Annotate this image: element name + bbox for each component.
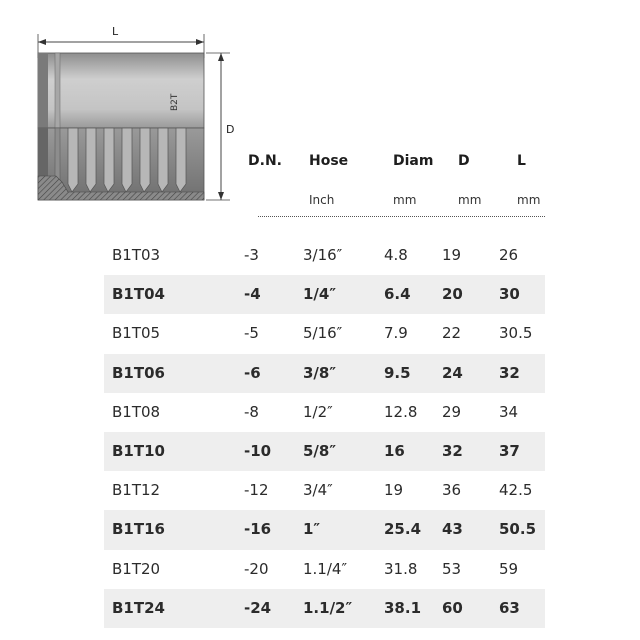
table-row bbox=[104, 589, 545, 628]
ferrule-body bbox=[38, 53, 204, 128]
cell-code: B1T06 bbox=[112, 363, 165, 382]
unit-diam: mm bbox=[393, 193, 417, 207]
header-l: L bbox=[517, 153, 526, 169]
cell-d: 32 bbox=[442, 441, 463, 460]
ferrule-table bbox=[104, 236, 545, 628]
header-d: D bbox=[458, 153, 470, 169]
cell-dn: -3 bbox=[244, 246, 259, 264]
cell-d: 43 bbox=[442, 520, 463, 539]
cell-diam: 7.9 bbox=[384, 324, 408, 343]
header-dn: D.N. bbox=[248, 153, 282, 169]
cell-d: 36 bbox=[442, 481, 462, 500]
cell-l: 30 bbox=[499, 285, 520, 304]
table-row bbox=[104, 550, 545, 589]
cell-code: B1T03 bbox=[112, 246, 161, 264]
cell-diam: 9.5 bbox=[384, 363, 411, 382]
cell-l: 34 bbox=[499, 402, 519, 421]
cell-hose: 5/16″ bbox=[303, 324, 343, 343]
header-hose: Hose bbox=[309, 153, 349, 169]
cell-dn: -10 bbox=[244, 441, 272, 460]
cell-hose: 1/4″ bbox=[303, 285, 337, 304]
cell-d: 19 bbox=[442, 246, 462, 264]
cell-code: B1T24 bbox=[112, 598, 165, 617]
cell-dn: -20 bbox=[244, 559, 269, 578]
cell-l: 59 bbox=[499, 559, 519, 578]
table-row bbox=[104, 354, 545, 393]
cell-d: 24 bbox=[442, 363, 463, 382]
cell-diam: 25.4 bbox=[384, 520, 422, 539]
cell-d: 22 bbox=[442, 324, 462, 343]
cell-hose: 1.1/2″ bbox=[303, 598, 353, 617]
cell-d: 20 bbox=[442, 285, 463, 304]
cell-dn: -12 bbox=[244, 481, 269, 500]
dimension-d-label: D bbox=[226, 123, 235, 136]
serration-teeth bbox=[68, 128, 186, 192]
cell-dn: -24 bbox=[244, 598, 272, 617]
unit-l: mm bbox=[517, 193, 541, 207]
cell-code: B1T05 bbox=[112, 324, 161, 343]
cell-dn: -5 bbox=[244, 324, 259, 343]
cell-l: 32 bbox=[499, 363, 520, 382]
cell-hose: 1.1/4″ bbox=[303, 559, 348, 578]
cell-dn: -6 bbox=[244, 363, 261, 382]
table-row bbox=[104, 510, 545, 549]
cell-l: 37 bbox=[499, 441, 520, 460]
cell-hose: 5/8″ bbox=[303, 441, 337, 460]
dimension-l-label: L bbox=[112, 25, 119, 38]
cell-l: 42.5 bbox=[499, 481, 533, 500]
cell-hose: 1/2″ bbox=[303, 402, 333, 421]
cell-dn: -8 bbox=[244, 402, 259, 421]
cell-l: 63 bbox=[499, 598, 520, 617]
cell-diam: 38.1 bbox=[384, 598, 422, 617]
cell-dn: -4 bbox=[244, 285, 261, 304]
table-row bbox=[104, 314, 545, 353]
cell-diam: 12.8 bbox=[384, 402, 418, 421]
cell-code: B1T10 bbox=[112, 441, 165, 460]
cell-diam: 4.8 bbox=[384, 246, 408, 264]
cell-hose: 1″ bbox=[303, 520, 321, 539]
table-row bbox=[104, 393, 545, 432]
cell-code: B1T12 bbox=[112, 481, 161, 500]
cell-code: B1T08 bbox=[112, 402, 161, 421]
ferrule-marking: B2T bbox=[170, 93, 180, 111]
cell-diam: 16 bbox=[384, 441, 405, 460]
cell-code: B1T16 bbox=[112, 520, 165, 539]
unit-d: mm bbox=[458, 193, 482, 207]
header-diam: Diam bbox=[393, 153, 434, 169]
cell-l: 26 bbox=[499, 246, 519, 264]
cell-d: 53 bbox=[442, 559, 462, 578]
table-row bbox=[104, 471, 545, 510]
cell-dn: -16 bbox=[244, 520, 272, 539]
unit-hose: Inch bbox=[309, 193, 335, 207]
cell-l: 30.5 bbox=[499, 324, 533, 343]
ferrule-drawing bbox=[0, 0, 250, 215]
cell-diam: 31.8 bbox=[384, 559, 418, 578]
header-divider bbox=[258, 216, 545, 217]
cell-hose: 3/8″ bbox=[303, 363, 337, 382]
cell-l: 50.5 bbox=[499, 520, 537, 539]
cell-hose: 3/4″ bbox=[303, 481, 333, 500]
cell-diam: 19 bbox=[384, 481, 404, 500]
cell-code: B1T04 bbox=[112, 285, 165, 304]
cell-d: 29 bbox=[442, 402, 462, 421]
cell-code: B1T20 bbox=[112, 559, 161, 578]
table-row bbox=[104, 236, 545, 275]
table-row bbox=[104, 432, 545, 471]
table-row bbox=[104, 275, 545, 314]
cell-diam: 6.4 bbox=[384, 285, 411, 304]
cell-hose: 3/16″ bbox=[303, 246, 343, 264]
cell-d: 60 bbox=[442, 598, 463, 617]
